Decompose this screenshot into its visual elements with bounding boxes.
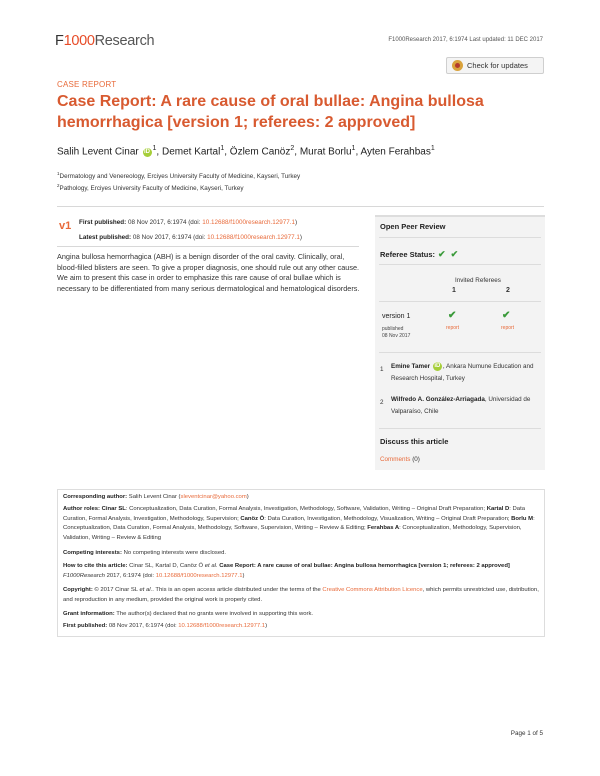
cite-etal: et al.	[204, 563, 218, 569]
first-published-text: 08 Nov 2017, 6:1974 (doi:	[108, 623, 179, 629]
author-affiliation-sup: 1	[351, 145, 356, 152]
doi-link[interactable]: 10.12688/f1000research.12977.1	[178, 623, 266, 629]
comments-link[interactable]: Comments	[380, 456, 411, 463]
report-link[interactable]: report	[446, 325, 460, 331]
corresponding-author: Corresponding author: Salih Levent Cinar (sleventcinar@yahoo.com)	[63, 494, 249, 500]
check-for-updates-label: Check for updates	[467, 61, 528, 70]
copyright-text: , which permits unrestricted use, distribution, and reproduction in any medium, provided the original work is properly cited.	[63, 587, 539, 603]
grant-information-text: The author(s) declared that no grants were involved in supporting this work.	[116, 611, 314, 617]
doi-link[interactable]: 10.12688/f1000research.12977.1	[155, 572, 243, 579]
author-affiliation-sup: 1	[430, 145, 435, 152]
license-link[interactable]: Creative Commons Attribution Licence	[322, 587, 423, 593]
first-published-text: 08 Nov 2017, 6:1974 (doi:	[127, 219, 203, 226]
orcid-icon[interactable]: iD	[144, 149, 150, 156]
referee-status	[380, 249, 458, 260]
how-to-cite: How to cite this article: Cinar SL, Kartal D, Canöz Ö et al. Case Report: A rare cause of oral bullae: Angina bullosa hemorrhagica [version 1; referees: 2 approved] F1000Research 2017, 6:1974 (doi: 10.12688/f1000research.12977.1)	[63, 563, 510, 579]
competing-interests-text: No competing interests were disclosed.	[123, 550, 227, 556]
role-author: Ferahbas A	[367, 525, 400, 532]
divider	[379, 352, 541, 353]
email-link[interactable]: sleventcinar@yahoo.com	[180, 494, 247, 500]
logo-1000: 1000	[63, 33, 95, 49]
logo-research: Research	[94, 33, 155, 49]
latest-published-label: Latest published:	[79, 234, 132, 241]
author-affiliation-sup: 1	[152, 145, 157, 152]
divider	[379, 264, 541, 265]
first-published-label: First published:	[79, 219, 127, 226]
version-date: 08 Nov 2017	[382, 332, 411, 339]
referee-number: 1	[380, 366, 384, 373]
citation-line: F1000Research 2017, 6:1974 Last updated: 11 DEC 2017	[388, 37, 543, 43]
author-name[interactable]: Özlem Canöz	[229, 146, 291, 158]
approved-check-icon: ✔	[448, 310, 457, 321]
referee-column-1: 1	[452, 287, 456, 294]
role-text: : Conceptualization, Data Curation, Formal Analysis, Methodology, Software, Supervision, Writing – Review & Editing;	[63, 515, 535, 532]
latest-published-text: 08 Nov 2017, 6:1974 (doi:	[132, 234, 208, 241]
version-1-label: version 1	[382, 313, 411, 320]
version-published-label: published	[382, 326, 404, 332]
panel-top-border	[375, 215, 545, 217]
approved-check-icon: ✔	[502, 310, 511, 321]
check-for-updates-button[interactable]	[446, 57, 544, 74]
author-name[interactable]: Murat Borlu	[299, 146, 352, 158]
divider	[379, 428, 541, 429]
cite-rest: 2017, 6:1974 (doi:	[106, 572, 156, 579]
competing-interests	[63, 549, 539, 559]
author-roles-label: Author roles:	[63, 506, 100, 512]
cite-title: Case Report: A rare cause of oral bullae: Angina bullosa hemorrhagica [version 1; referees: 2 approved]	[219, 563, 510, 569]
article-type-tag: CASE REPORT	[57, 80, 117, 89]
f1000research-logo[interactable]	[55, 33, 154, 49]
affiliation-sup: 2	[57, 183, 60, 188]
author-affiliation-sup: 2	[290, 145, 295, 152]
cite-authors: Cinar SL, Kartal D, Canöz Ö	[129, 563, 204, 569]
role-author: Borlu M	[511, 515, 534, 522]
referee-name[interactable]: Emine Tamer	[391, 363, 431, 370]
copyright-label: Copyright:	[63, 587, 93, 593]
doi-link[interactable]: 10.12688/f1000research.12977.1	[207, 234, 300, 241]
grant-information-label: Grant information:	[63, 611, 115, 617]
author-list: Salih Levent Cinar $iD^1$, Demet Kartal$^1$, Özlem Canöz$^2$, Murat Borlu$^1$, Ayten Ferahbas$^1$	[57, 145, 435, 158]
affiliation	[57, 183, 243, 192]
copyright-etal: et al.	[139, 587, 153, 593]
version-published-date	[382, 326, 410, 339]
author-name[interactable]: Demet Kartal	[161, 146, 221, 158]
comments-line	[380, 456, 420, 463]
corresponding-author-label: Corresponding author:	[63, 494, 128, 500]
role-author: Kartal D	[486, 506, 510, 512]
divider	[379, 301, 541, 302]
affiliation	[57, 171, 300, 180]
approved-check-icon: ✔	[450, 249, 459, 259]
role-text: : Conceptualization, Methodology, Supervision, Validation, Writing – Review & Editing	[63, 525, 522, 541]
logo-f: F	[55, 33, 64, 49]
comments-count: (0)	[412, 456, 420, 463]
referee-number: 2	[380, 399, 384, 406]
referee-name[interactable]: Wilfredo A. González-Arriagada	[391, 396, 485, 403]
version-badge: v1	[59, 220, 72, 232]
author-name[interactable]: Salih Levent Cinar	[57, 146, 139, 158]
cite-journal: F1000Research	[63, 572, 105, 579]
grant-information	[63, 610, 539, 620]
referee-status-label: Referee Status:	[380, 250, 436, 259]
divider	[379, 237, 541, 238]
affiliation-text: Dermatology and Venereology, Erciyes University Faculty of Medicine, Kayseri, Turkey	[59, 173, 301, 181]
referee-affiliation: , Ankara Numune Education and Research Hospital, Turkey	[391, 363, 534, 382]
referee-affiliation: , Universidad de Valparaíso, Chile	[391, 396, 531, 415]
divider	[57, 246, 359, 247]
corresponding-author-name: Salih Levent Cinar (	[128, 494, 181, 500]
crossmark-icon	[452, 60, 463, 71]
affiliation-text: Pathology, Erciyes University Faculty of Medicine, Kayseri, Turkey	[59, 185, 244, 193]
role-author: Canöz Ö	[240, 515, 265, 522]
doi-link[interactable]: 10.12688/f1000research.12977.1	[202, 219, 295, 226]
latest-published-line: Latest published: 08 Nov 2017, 6:1974 (doi: 10.12688/f1000research.12977.1)	[79, 234, 302, 241]
open-peer-review-title: Open Peer Review	[380, 222, 446, 231]
approved-check-icon: ✔	[438, 249, 446, 259]
article-title: Case Report: A rare cause of oral bullae: Angina bullosa hemorrhagica [version 1; referees: 2 approved]	[57, 93, 484, 131]
discuss-article-title: Discuss this article	[380, 437, 449, 446]
report-link[interactable]: report	[501, 325, 515, 331]
copyright	[63, 586, 539, 605]
role-author: Cinar SL	[101, 506, 126, 512]
role-text: : Data Curation, Investigation, Methodology, Visualization, Writing – Original Draft Preparation;	[264, 515, 512, 522]
first-published-line: First published: 08 Nov 2017, 6:1974 (doi: 10.12688/f1000research.12977.1)	[79, 219, 298, 226]
invited-referees-header: Invited Referees	[455, 277, 501, 284]
referee-entry	[391, 394, 551, 417]
author-name[interactable]: Ayten Ferahbas	[360, 146, 431, 158]
referee-column-2: 2	[506, 287, 510, 294]
affiliation-sup: 1	[57, 171, 60, 176]
page-number: Page 1 of 5	[510, 730, 543, 737]
author-affiliation-sup: 1	[220, 145, 225, 152]
first-published: First published: 08 Nov 2017, 6:1974 (doi: 10.12688/f1000research.12977.1)	[63, 623, 268, 629]
first-published-label: First published:	[63, 623, 108, 629]
referee-entry	[391, 361, 551, 384]
competing-interests-label: Competing interests:	[63, 550, 122, 556]
copyright-text: © 2017 Cinar SL	[94, 587, 138, 593]
abstract-text: Angina bullosa hemorrhagica (ABH) is a benign disorder of the oral cavity. Clinically, oral, blood-filled blisters are seen. To give a proper diagnosis, one should rule out any other cause. We aim to present this case in order to emphasize this rare cause of oral bullae which is necessary to be differentiated from many serious dermatological and hematological disorders.	[57, 252, 360, 293]
how-to-cite-label: How to cite this article:	[63, 563, 128, 569]
author-roles	[63, 505, 539, 543]
role-text: : Data Curation, Formal Analysis, Investigation, Methodology, Supervision;	[63, 506, 525, 522]
role-text: : Conceptualization, Data Curation, Formal Analysis, Investigation, Methodology, Software, Validation, Writing – Original Draft Preparation;	[125, 506, 487, 512]
divider	[57, 206, 544, 207]
orcid-icon[interactable]: iD	[434, 363, 441, 369]
copyright-text: . This is an open access article distributed under the terms of the	[152, 587, 323, 593]
